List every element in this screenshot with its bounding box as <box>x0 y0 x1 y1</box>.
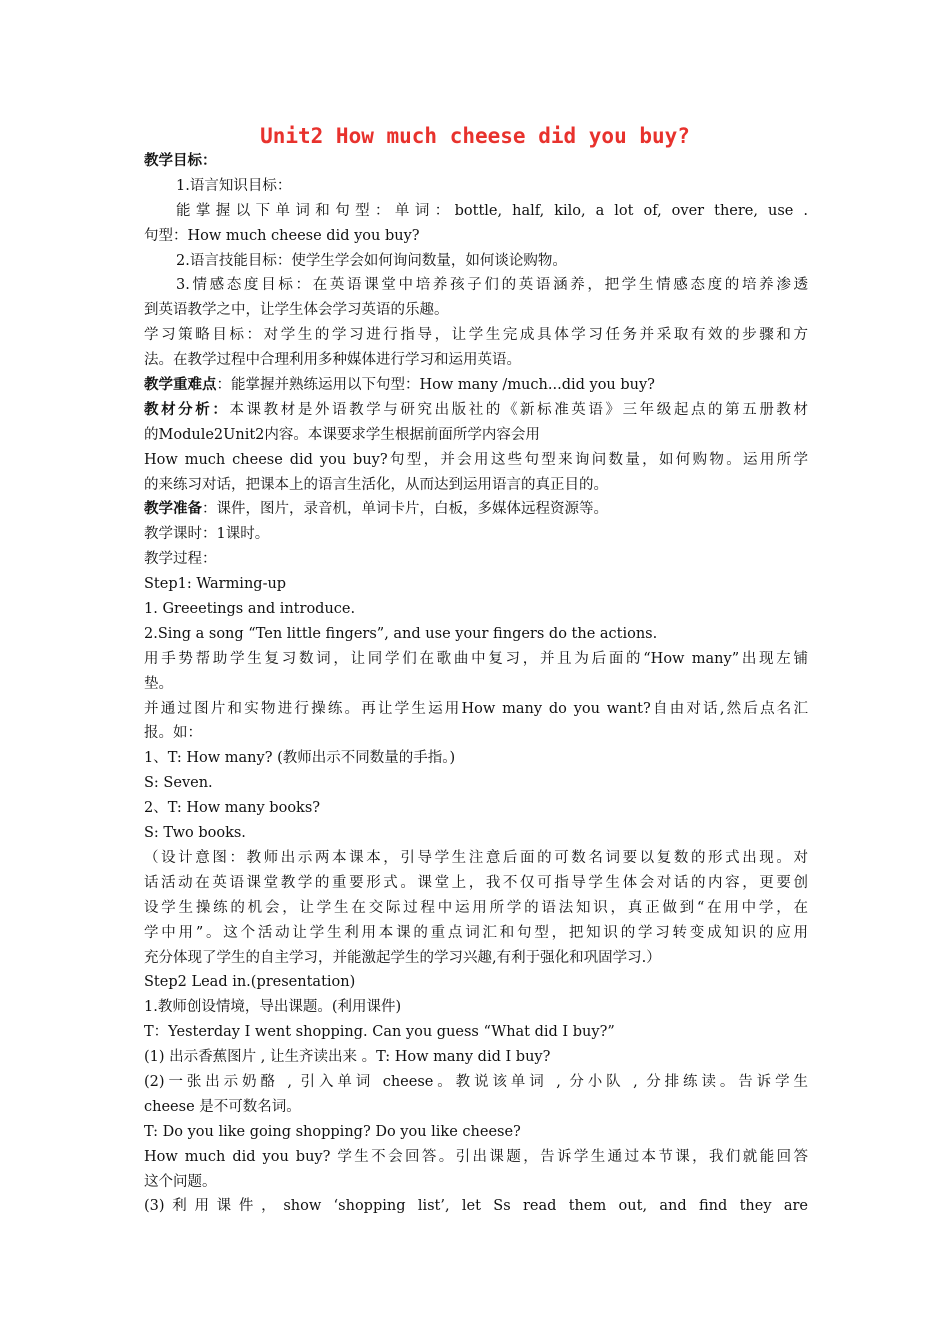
text-line: 的Module2Unit2内容。本课要求学生根据前面所学内容会用 <box>144 426 540 443</box>
text-line: How much cheese did you buy?句型，并会用这些句型来询问数量，如何购物。运用所学 <box>144 451 808 468</box>
text-line: 话活动在英语课堂教学的重要形式。课堂上，我不仅可指导学生体会对话的内容，更要创 <box>144 874 808 891</box>
text-line: 教学课时：1课时。 <box>144 526 270 543</box>
text-line: 学中用”。这个活动让学生利用本课的重点词汇和句型，把知识的学习转变成知识的应用 <box>144 924 808 941</box>
text-line: T: Do you like going shopping? Do you like cheese? <box>144 1123 521 1140</box>
section-heading: 教学目标： <box>144 152 217 169</box>
text-line <box>144 149 808 174</box>
text-line: 教学准备：课件，图片，录音机，单词卡片，白板，多媒体远程资源等。 <box>144 500 608 518</box>
text-line: 句型：How much cheese did you buy? <box>144 227 420 244</box>
text-line: 1、T: How many? (教师出示不同数量的手指。) <box>144 750 456 767</box>
text-line: 设学生操练的机会，让学生在交际过程中运用所学的语法知识，真正做到“在用中学，在 <box>144 899 808 916</box>
document-title: Unit2 How much cheese did you buy? <box>260 124 690 148</box>
section-heading: 教学准备 <box>144 500 202 518</box>
text-line: 并通过图片和实物进行操练。再让学生运用How many do you want?自由对话,然后点名汇 <box>144 700 808 717</box>
text-line: 2.Sing a song “Ten little fingers”, and use your fingers do the actions. <box>144 625 658 642</box>
text-line: 1.语言知识目标： <box>176 177 292 194</box>
text-line: (3)利用课件，show ‘shopping list’, let Ss read them out, and find they are <box>144 1198 808 1215</box>
document-body <box>144 149 808 1219</box>
text-line: 学习策略目标：对学生的学习进行指导，让学生完成具体学习任务并采取有效的步骤和方 <box>144 327 808 344</box>
text-line: S: Two books. <box>144 825 246 842</box>
text-line: Step2 Lead in.(presentation) <box>144 974 356 991</box>
text-line: 能掌握以下单词和句型：单词：bottle, half, kilo, a lot of, over there, use . <box>176 202 808 219</box>
text-line: 到英语教学之中，让学生体会学习英语的乐趣。 <box>144 302 449 319</box>
text-line: 报。如： <box>144 725 202 742</box>
text-line: 垫。 <box>144 675 173 692</box>
text-line: 3.情感态度目标：在英语课堂中培养孩子们的英语涵养，把学生情感态度的培养渗透 <box>176 277 808 294</box>
text-line: 2.语言技能目标：使学生学会如何询问数量，如何谈论购物。 <box>176 252 567 269</box>
text-line: (2)一张出示奶酪 , 引入单词 cheese。教说该单词 , 分小队 , 分排练读。告诉学生 <box>144 1073 808 1090</box>
text-line: T：Yesterday I went shopping. Can you guess “What did I buy?” <box>144 1024 615 1041</box>
text-line: 教学过程： <box>144 551 217 568</box>
text-line: 1. Greeetings and introduce. <box>144 601 356 618</box>
section-heading: 教材分析： <box>144 400 230 418</box>
text-line: S: Seven. <box>144 775 213 792</box>
text-line: 用手势帮助学生复习数词，让同学们在歌曲中复习，并且为后面的“How many”出现左铺 <box>144 650 808 667</box>
text-line: 法。在教学过程中合理利用多种媒体进行学习和运用英语。 <box>144 352 521 369</box>
text-line: 充分体现了学生的自主学习，并能激起学生的学习兴趣,有利于强化和巩固学习.） <box>144 949 661 966</box>
text-line: 教材分析：本课教材是外语教学与研究出版社的《新标准英语》三年级起点的第五册教材 <box>144 400 808 418</box>
text-line: cheese 是不可数名词。 <box>144 1098 301 1115</box>
text-line: （设计意图：教师出示两本课本，引导学生注意后面的可数名词要以复数的形式出现。对 <box>144 849 808 866</box>
text-line: 教学重难点：能掌握并熟练运用以下句型：How many /much...did you buy? <box>144 376 655 394</box>
text-line: 的来练习对话，把课本上的语言生活化，从而达到运用语言的真正目的。 <box>144 476 608 493</box>
text-line: Step1: Warming-up <box>144 576 287 593</box>
text-line: 这个问题。 <box>144 1173 217 1190</box>
text-line: 2、T: How many books? <box>144 800 321 817</box>
text-line: 1.教师创设情境，导出课题。(利用课件) <box>144 999 402 1016</box>
section-heading: 教学重难点 <box>144 376 217 394</box>
text-line: How much did you buy? 学生不会回答。引出课题，告诉学生通过本节课，我们就能回答 <box>144 1148 808 1165</box>
text-line: (1) 出示香蕉图片 , 让生齐读出来 。T: How many did I buy? <box>144 1049 551 1066</box>
